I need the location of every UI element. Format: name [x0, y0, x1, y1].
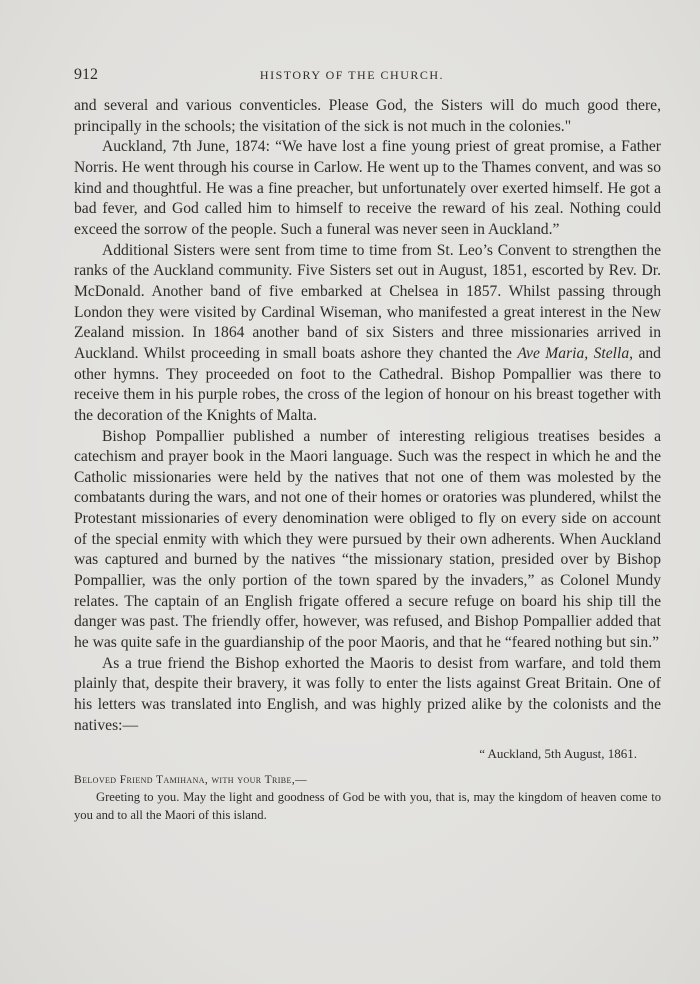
paragraph-father-norris: Auckland, 7th June, 1874: “We have lost a fine young priest of great promise, a Father Norris. He went through his course in Carlow. He went up to the Thames convent, and was so kind and thoughtful. He was a fine preacher, but unfortunately over exerted himself. He got a bad fever, and God called him to himself to receive the reward of his zeal. Nothing could exceed the sorrow of the people. Such a funeral was never seen in Auckland.”	[74, 138, 661, 238]
paragraph-pompallier-treatises: Bishop Pompallier published a number of interesting religious treatises besides a catechism and prayer book in the Maori language. Such was the respect in which he and the Catholic missionaries were held by the natives that not one of them was molested by the combatants during the wars, and not one of their homes or oratories was plundered, whilst the Protestant missionaries of every denomination were obliged to fly on every side on account of the special enmity with which they were pursued by their own adherents. When Auckland was captured and burned by the natives “the missionary station, presided over by Bishop Pompallier, was the only portion of the town spared by the invaders,” as Colonel Mundy relates. The captain of an English frigate offered a secure refuge on board his ship till the danger was past. The friendly offer, however, was refused, and Bishop Pompallier added that he was quite safe in the guardianship of the poor Maoris, and that he “feared nothing but sin.”	[74, 427, 661, 652]
paragraph-continuation: and several and various conventicles. Please God, the Sisters will do much good there, principally in the schools; the visitation of the sick is not much in the colonies."	[74, 97, 661, 135]
main-text	[74, 96, 661, 824]
paragraph-true-friend: As a true friend the Bishop exhorted the Maoris to desist from warfare, and told them plainly that, despite their bravery, it was folly to enter the lists against Great Britain. One of his letters was translated into English, and was highly prized alike by the colonists and the natives:—	[74, 654, 661, 734]
letter-salutation: Beloved Friend Tamihana, with your Tribe,—	[74, 774, 307, 787]
paragraph-additional-sisters	[74, 241, 661, 427]
paragraph-additional-sisters-part-2: and other hymns. They proceeded on foot to the Cathedral. Bishop Pompallier was there to receive them in his purple robes, the cross of the legion of honour on his breast together with the decoration of the Knights of Malta.	[74, 344, 661, 424]
page-number: 912	[74, 66, 98, 83]
running-head: HISTORY OF THE CHURCH.	[259, 68, 445, 82]
letter-block	[74, 774, 661, 824]
letter-dateline: “ Auckland, 5th August, 1861.	[479, 746, 637, 762]
hymn-title: Ave Maria, Stella,	[517, 344, 634, 362]
letter-body: Greeting to you. May the light and goodness of God be with you, that is, may the kingdom of heaven come to you and to all the Maori of this island.	[74, 790, 661, 822]
page-header	[74, 66, 660, 88]
paragraph-additional-sisters-part-1: Additional Sisters were sent from time to time from St. Leo’s Convent to strengthen the ranks of the Auckland community. Five Sisters set out in August, 1851, escorted by Rev. Dr. McDonald. Another band of five embarked at Chelsea in 1857. Whilst passing through London they were visited by Cardinal Wiseman, who manifested a great interest in the New Zealand mission. In 1864 another band of six Sisters and three missionaries arrived in Auckland. Whilst proceeding in small boats ashore they chanted the	[74, 241, 661, 362]
